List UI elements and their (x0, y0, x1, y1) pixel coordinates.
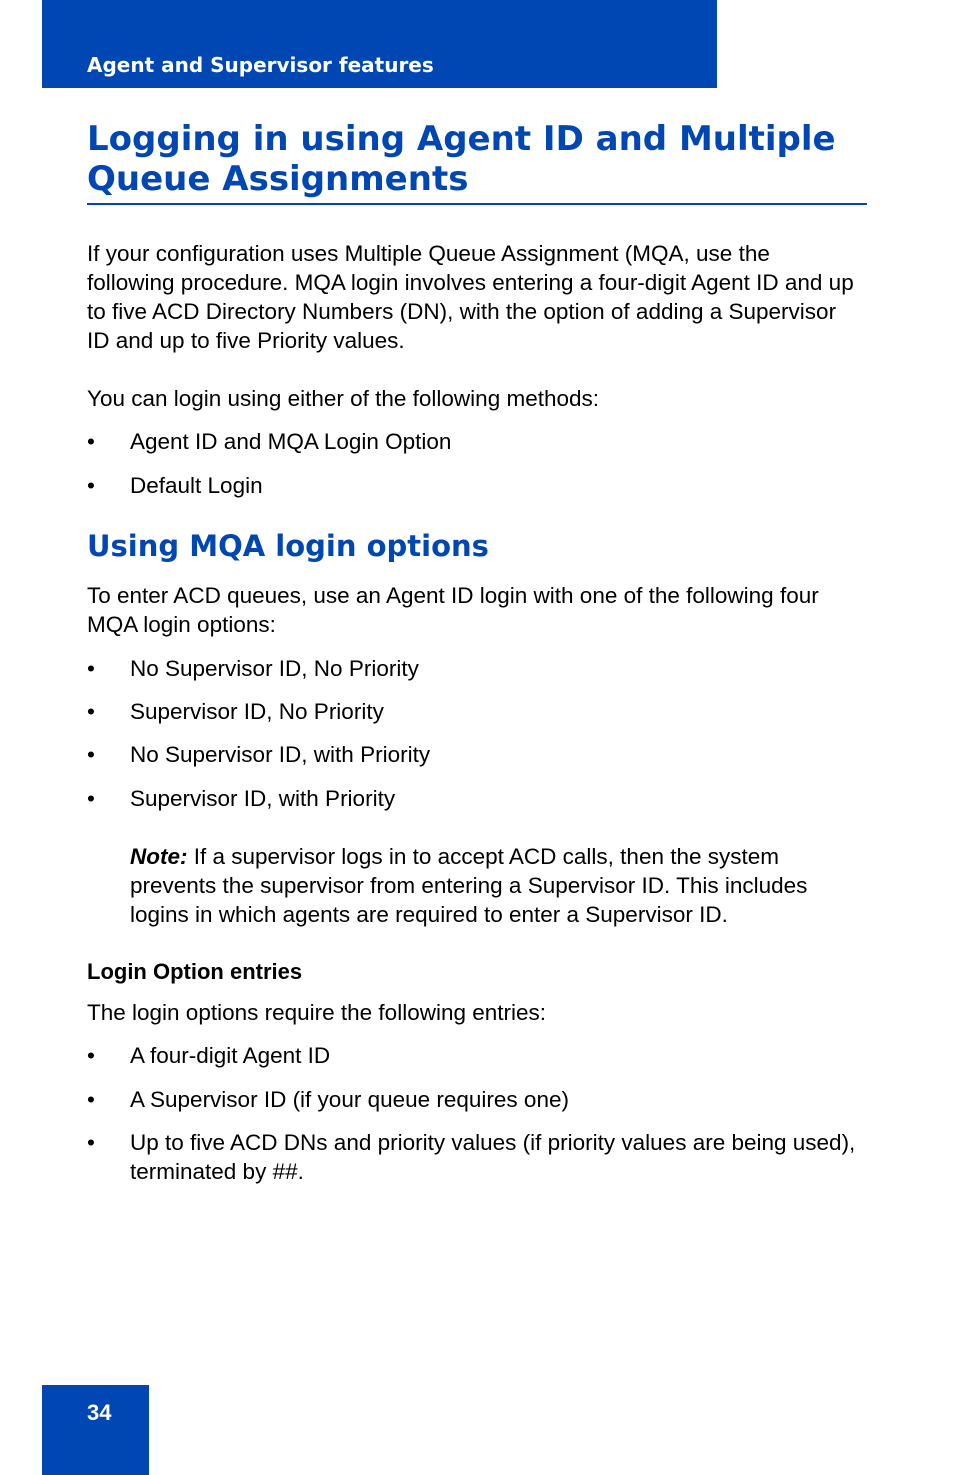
page-number: 34 (87, 1400, 112, 1425)
list-item (87, 1041, 862, 1070)
list-item-text: Up to five ACD DNs and priority values (if priority values are being used), terminated by ##. (130, 1130, 856, 1184)
running-header: Agent and Supervisor features (87, 53, 434, 77)
list-item (87, 740, 862, 769)
title-rule (87, 203, 867, 205)
bullet-icon: • (87, 742, 95, 767)
list-item (87, 784, 862, 813)
list-item-text: A four-digit Agent ID (130, 1043, 331, 1068)
section-heading: Using MQA login options (87, 529, 489, 563)
list-item-text: Default Login (130, 473, 263, 498)
list-item (87, 471, 862, 500)
list-item-text: A Supervisor ID (if your queue requires one) (130, 1087, 569, 1112)
note-text: If a supervisor logs in to accept ACD calls, then the system prevents the supervisor from entering a Supervisor ID. This includes logins in which agents are required to enter a Supervisor ID. (130, 844, 808, 927)
intro-paragraph: If your configuration uses Multiple Queue Assignment (MQA, use the following procedure. MQA login involves entering a four-digit Agent ID and up to five ACD Directory Numbers (DN), with the option of adding a Supervisor ID and up to five Priority values. (87, 241, 854, 353)
bullet-icon: • (87, 473, 95, 498)
bullet-icon: • (87, 429, 95, 454)
mqa-paragraph: To enter ACD queues, use an Agent ID login with one of the following four MQA login options: (87, 583, 819, 637)
bullet-icon: • (87, 786, 95, 811)
page-number-box (42, 1385, 149, 1475)
bullet-icon: • (87, 656, 95, 681)
list-item (87, 1085, 862, 1114)
bullet-icon: • (87, 1130, 95, 1155)
list-item-text: Supervisor ID, No Priority (130, 699, 384, 724)
header-band (42, 0, 717, 88)
methods-lead: You can login using either of the following methods: (87, 386, 600, 411)
list-item (87, 427, 862, 456)
list-item-text: Agent ID and MQA Login Option (130, 429, 452, 454)
list-item-text: No Supervisor ID, with Priority (130, 742, 431, 767)
list-item-text: Supervisor ID, with Priority (130, 786, 396, 811)
bullet-icon: • (87, 1087, 95, 1112)
entries-lead: The login options require the following entries: (87, 1000, 547, 1025)
list-item (87, 654, 862, 683)
note (130, 842, 865, 929)
bullet-icon: • (87, 1043, 95, 1068)
subheading: Login Option entries (87, 959, 303, 984)
bullet-icon: • (87, 699, 95, 724)
page-title: Logging in using Agent ID and Multiple Queue Assignments (87, 119, 836, 199)
list-item (87, 1128, 862, 1186)
list-item-text: No Supervisor ID, No Priority (130, 656, 419, 681)
note-label: Note: (130, 844, 188, 869)
list-item (87, 697, 862, 726)
